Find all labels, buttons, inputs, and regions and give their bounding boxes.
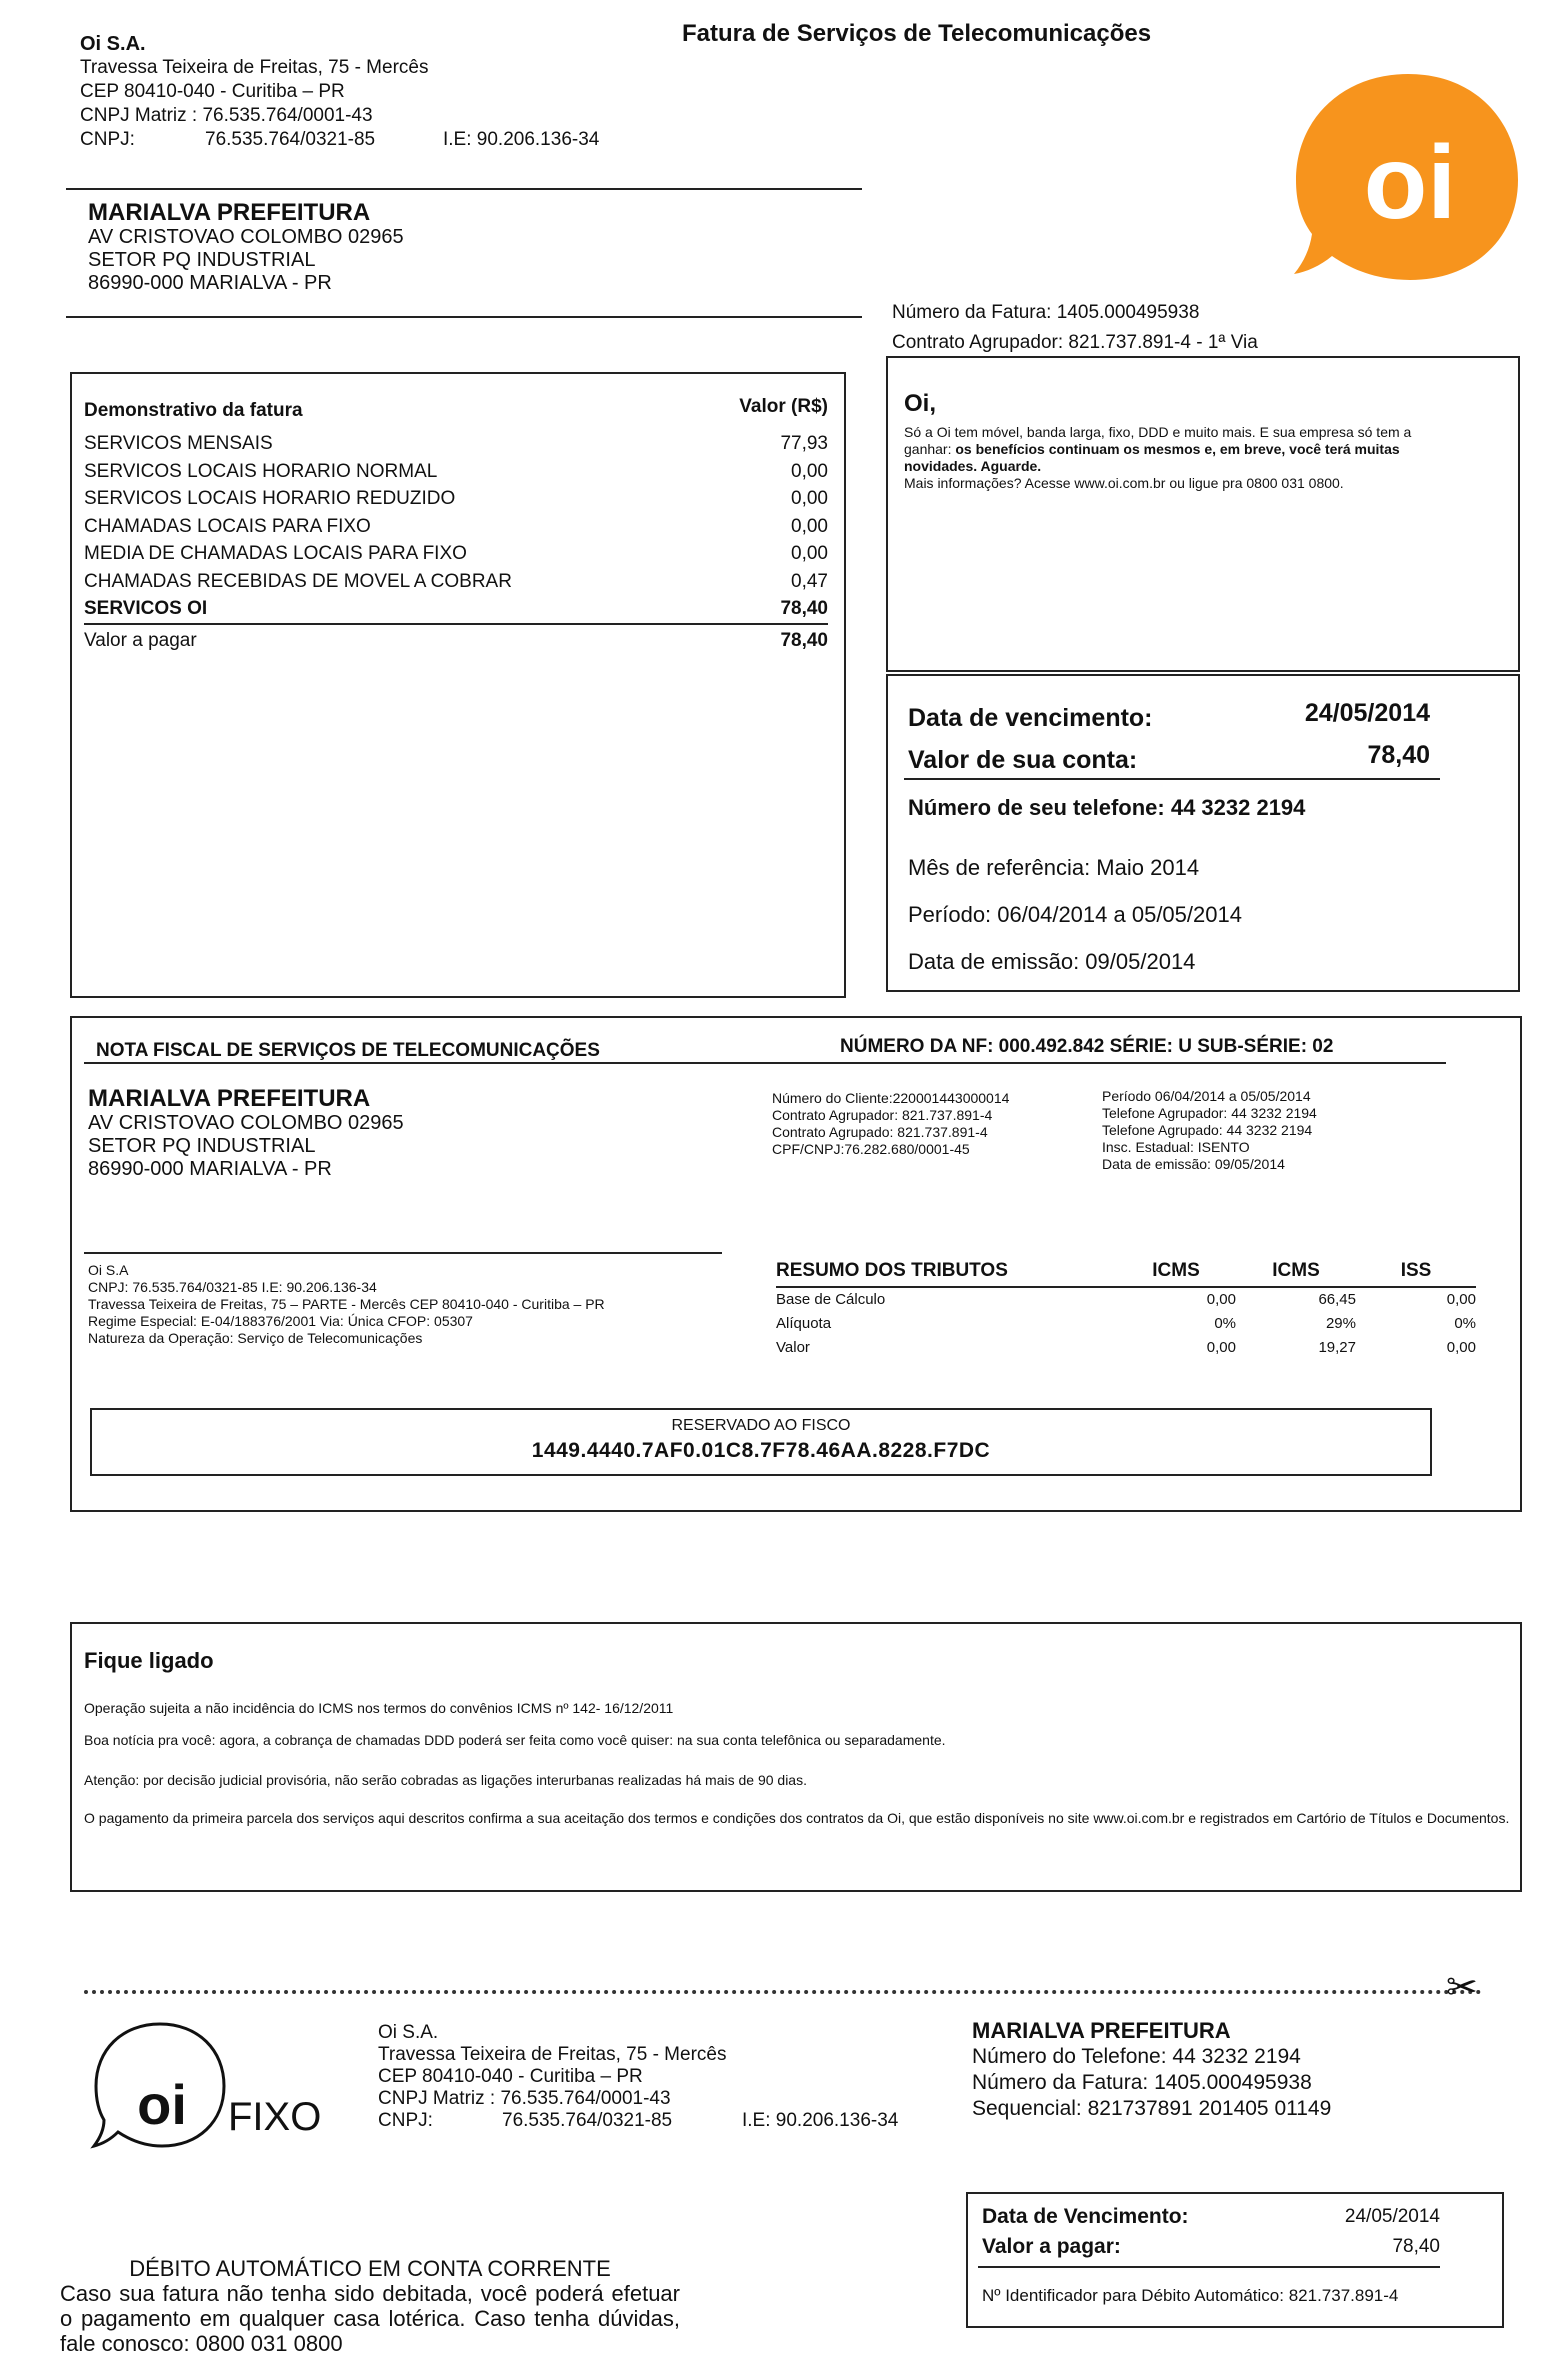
- statement-row-label: CHAMADAS RECEBIDAS DE MOVEL A COBRAR: [84, 570, 512, 592]
- statement-row-label: SERVICOS MENSAIS: [84, 433, 273, 454]
- stub-due-date-value: 24/05/2014: [1344, 2206, 1440, 2227]
- message-title: Oi,: [904, 390, 937, 417]
- stub-issuer-info: [378, 2022, 898, 2132]
- customer-address-3: 86990-000 MARIALVA - PR: [88, 272, 332, 294]
- stub-due-labels: [982, 2202, 1189, 2262]
- billing-period: Período: 06/04/2014 a 05/05/2014: [908, 902, 1242, 927]
- notice-paragraph: Atenção: por decisão judicial provisória, não serão cobradas as ligações interurbanas realizadas há mais de 90 dias.: [84, 1772, 807, 1788]
- statement-row-value: 0,00: [791, 515, 828, 537]
- statement-row-label: CHAMADAS LOCAIS PARA FIXO: [84, 515, 371, 537]
- due-date-value: 24/05/2014: [1304, 699, 1430, 727]
- nf-customer-name: MARIALVA PREFEITURA: [88, 1085, 371, 1112]
- issuer-ie: I.E: 90.206.136-34: [443, 129, 600, 150]
- divider: [84, 1062, 1446, 1064]
- statement-row-value: 0,47: [791, 570, 828, 592]
- statement-row: [84, 458, 828, 486]
- stub-customer-info: [972, 2018, 1331, 2122]
- stub-issuer-ie: I.E: 90.206.136-34: [742, 2110, 899, 2131]
- divider: [978, 2266, 1440, 2268]
- tax-header: [776, 1256, 1476, 1288]
- issuer-cnpj-matriz: CNPJ Matriz : 76.535.764/0001-43: [80, 105, 373, 126]
- issuer-cnpj-label: CNPJ:: [80, 129, 135, 150]
- debit-title: DÉBITO AUTOMÁTICO EM CONTA CORRENTE: [129, 2256, 611, 2281]
- statement-row-label: SERVICOS LOCAIS HORARIO NORMAL: [84, 460, 438, 482]
- stub-issuer-cep: CEP 80410-040 - Curitiba – PR: [378, 2066, 643, 2087]
- statement-row-value: 0,00: [791, 488, 828, 509]
- scissors-icon: ✂: [1446, 1967, 1478, 2009]
- statement-row: [84, 485, 828, 513]
- stub-sequence: Sequencial: 821737891 201405 01149: [972, 2097, 1332, 2120]
- divider: [66, 188, 862, 190]
- tax-col-header: ICMS: [1272, 1260, 1320, 1281]
- customer-address-2: SETOR PQ INDUSTRIAL: [88, 249, 316, 271]
- stub-issuer-address: Travessa Teixeira de Freitas, 75 - Mercês: [378, 2044, 727, 2065]
- tax-cell: 29%: [1325, 1315, 1356, 1332]
- oi-logo-text: oi: [1363, 125, 1457, 241]
- state-registration: Insc. Estadual: ISENTO: [1102, 1139, 1250, 1155]
- tax-row-label: Valor: [776, 1339, 810, 1356]
- nf-issuer-nature: Natureza da Operação: Serviço de Telecomunicações: [88, 1330, 423, 1346]
- stub-due-values: [1240, 2202, 1440, 2262]
- divider: [84, 1252, 722, 1254]
- reference-month: Mês de referência: Maio 2014: [908, 855, 1200, 880]
- tax-cell: 0%: [1214, 1315, 1236, 1332]
- nf-issuer-cnpj: CNPJ: 76.535.764/0321-85 I.E: 90.206.136-34: [88, 1279, 377, 1295]
- statement-total-label: SERVICOS OI: [84, 598, 208, 619]
- tax-col-header: ICMS: [1152, 1260, 1200, 1281]
- nota-fiscal-title: NOTA FISCAL DE SERVIÇOS DE TELECOMUNICAÇÕES: [96, 1040, 600, 1061]
- stub-issuer-cnpj-value: 76.535.764/0321-85: [502, 2110, 673, 2131]
- debit-text: Caso sua fatura não tenha sido debitada, você poderá efetuar o pagamento em qualquer casa lotérica. Caso tenha dúvidas, fale conosco: 0800 031 0800: [60, 2281, 680, 2356]
- statement-total-value: 78,40: [780, 598, 828, 619]
- fisco-label: RESERVADO AO FISCO: [671, 1417, 851, 1434]
- tax-summary: [776, 1256, 1476, 1360]
- document-title: Fatura de Serviços de Telecomunicações: [682, 20, 1152, 47]
- message-body: [904, 424, 1444, 492]
- notices-box: [70, 1622, 1522, 1892]
- issuer-cep: CEP 80410-040 - Curitiba – PR: [80, 81, 345, 102]
- nf-issuer-info: [88, 1262, 605, 1347]
- cpf-cnpj: CPF/CNPJ:76.282.680/0001-45: [772, 1141, 970, 1157]
- amount-label: Valor de sua conta:: [908, 746, 1138, 774]
- tax-title: RESUMO DOS TRIBUTOS: [776, 1260, 1008, 1281]
- divider: [904, 778, 1440, 780]
- message-more-info: Mais informações? Acesse www.oi.com.br ou ligue pra 0800 031 0800.: [904, 475, 1344, 491]
- oi-fixo-logo: [90, 2018, 330, 2170]
- phone-agrupador: Telefone Agrupador: 44 3232 2194: [1102, 1105, 1317, 1121]
- stub-due-date-label: Data de Vencimento:: [982, 2205, 1189, 2228]
- message-text: Só a Oi tem móvel, banda larga, fixo, DDD e muito mais. E sua empresa só tem a ganhar:: [904, 424, 1412, 457]
- tax-cell: 0,00: [1446, 1291, 1476, 1308]
- oi-fixo-product: FIXO: [228, 2095, 322, 2139]
- statement-row-label: MEDIA DE CHAMADAS LOCAIS PARA FIXO: [84, 543, 467, 564]
- statement-row-value: 0,00: [791, 460, 828, 482]
- tax-cell: 0,00: [1206, 1339, 1236, 1356]
- nf-period: Período 06/04/2014 a 05/05/2014: [1102, 1088, 1311, 1104]
- invoice-info: [892, 298, 1258, 358]
- tax-col-header: ISS: [1400, 1260, 1432, 1281]
- statement-items: [84, 430, 828, 654]
- stub-issuer-cnpj-row: [378, 2110, 898, 2132]
- oi-fixo-logo-text: oi: [137, 2073, 187, 2136]
- nf-customer-address-2: SETOR PQ INDUSTRIAL: [88, 1135, 316, 1157]
- cut-line: [84, 1990, 1482, 1994]
- statement-total-row: [84, 595, 828, 625]
- nf-period-info: [1102, 1088, 1317, 1173]
- tax-row-label: Alíquota: [776, 1315, 832, 1332]
- amount-value: 78,40: [1367, 741, 1430, 769]
- billing-info: [908, 844, 1242, 985]
- contract-agrupador: Contrato Agrupador: 821.737.891-4: [772, 1107, 993, 1123]
- fisco-code: 1449.4440.7AF0.01C8.7F78.46AA.8228.F7DC: [531, 1439, 991, 1462]
- stub-pay-value: 78,40: [1392, 2236, 1440, 2257]
- tax-cell: 66,45: [1318, 1291, 1356, 1308]
- notices-title: Fique ligado: [84, 1648, 214, 1673]
- tax-cell: 0%: [1454, 1315, 1476, 1332]
- tax-cell: 0,00: [1206, 1291, 1236, 1308]
- issuer-name: Oi S.A.: [80, 33, 146, 55]
- nf-customer-address-3: 86990-000 MARIALVA - PR: [88, 1158, 332, 1180]
- stub-issuer-name: Oi S.A.: [378, 2022, 439, 2043]
- stub-customer-name: MARIALVA PREFEITURA: [972, 2018, 1231, 2043]
- tax-row-label: Base de Cálculo: [776, 1291, 886, 1308]
- issuer-address: Travessa Teixeira de Freitas, 75 - Mercês: [80, 57, 429, 78]
- debit-info: [60, 2256, 680, 2356]
- phone-agrupado: Telefone Agrupado: 44 3232 2194: [1102, 1122, 1313, 1138]
- issuer-cnpj-row: [80, 128, 599, 152]
- statement-row-value: 77,93: [780, 433, 828, 454]
- stub-pay-label: Valor a pagar:: [982, 2235, 1121, 2258]
- due-date-label: Data de vencimento:: [908, 704, 1153, 732]
- nf-issue-date: Data de emissão: 09/05/2014: [1102, 1156, 1285, 1172]
- nf-customer-address-1: AV CRISTOVAO COLOMBO 02965: [88, 1112, 404, 1134]
- contract-agrupado: Contrato Agrupado: 821.737.891-4: [772, 1124, 988, 1140]
- statement-row: [84, 540, 828, 568]
- due-values: [1230, 692, 1430, 776]
- stub-invoice-number: Número da Fatura: 1405.000495938: [972, 2071, 1312, 2094]
- stub-phone: Número do Telefone: 44 3232 2194: [972, 2045, 1301, 2068]
- client-number: Número do Cliente:220001443000014: [772, 1090, 1010, 1106]
- divider: [66, 316, 862, 318]
- issue-date: Data de emissão: 09/05/2014: [908, 949, 1196, 974]
- stub-issuer-cnpj-matriz: CNPJ Matriz : 76.535.764/0001-43: [378, 2088, 671, 2109]
- stub-issuer-cnpj-label: CNPJ:: [378, 2110, 433, 2131]
- customer-name: MARIALVA PREFEITURA: [88, 199, 371, 226]
- nf-issuer-name: Oi S.A: [88, 1262, 129, 1278]
- customer-address-1: AV CRISTOVAO COLOMBO 02965: [88, 226, 404, 248]
- statement-pay-label: Valor a pagar: [84, 629, 197, 651]
- notice-paragraph: O pagamento da primeira parcela dos serviços aqui descritos confirma a sua aceitação dos termos e condições dos contratos da Oi, que estão disponíveis no site www.oi.com.br e registrados em Cartório de Títulos e Documentos.: [84, 1810, 1510, 1826]
- statement-title: Demonstrativo da fatura: [84, 400, 303, 421]
- tax-row: [776, 1312, 1476, 1336]
- nf-client-info: [772, 1090, 1009, 1158]
- contract-number: Contrato Agrupador: 821.737.891-4 - 1ª Via: [892, 332, 1258, 353]
- statement-row: [84, 430, 828, 458]
- statement-pay-row: [84, 627, 828, 655]
- statement-row-label: SERVICOS LOCAIS HORARIO REDUZIDO: [84, 488, 456, 509]
- message-box: [886, 356, 1520, 672]
- statement-row: [84, 568, 828, 596]
- phone-number: Número de seu telefone: 44 3232 2194: [908, 795, 1306, 820]
- nf-customer-address: [88, 1086, 404, 1181]
- nf-issuer-address: Travessa Teixeira de Freitas, 75 – PARTE - Mercês CEP 80410-040 - Curitiba – PR: [88, 1296, 605, 1312]
- tax-cell: 19,27: [1318, 1339, 1356, 1356]
- due-labels: [908, 697, 1153, 781]
- debit-identifier: Nº Identificador para Débito Automático: 821.737.891-4: [982, 2286, 1399, 2305]
- nota-fiscal-number: NÚMERO DA NF: 000.492.842 SÉRIE: U SUB-SÉRIE: 02: [840, 1036, 1334, 1057]
- invoice-number: Número da Fatura: 1405.000495938: [892, 302, 1200, 323]
- statement-value-header: Valor (R$): [739, 396, 828, 417]
- statement-row: [84, 513, 828, 541]
- message-highlight: os benefícios continuam os mesmos e, em breve, você terá muitas novidades. Aguarde.: [904, 441, 1400, 474]
- customer-address: [88, 200, 404, 295]
- oi-logo: [1290, 68, 1522, 286]
- notice-paragraph: Operação sujeita a não incidência do ICMS nos termos do convênios ICMS nº 142- 16/12/2011: [84, 1700, 674, 1716]
- statement-pay-value: 78,40: [780, 629, 828, 651]
- notice-paragraph: Boa notícia pra você: agora, a cobrança de chamadas DDD poderá ser feita como você quiser: na sua conta telefônica ou separadamente.: [84, 1732, 946, 1748]
- tax-cell: 0,00: [1446, 1339, 1476, 1356]
- tax-row: [776, 1336, 1476, 1360]
- issuer-info: [80, 32, 599, 152]
- nf-issuer-regime: Regime Especial: E-04/188376/2001 Via: Única CFOP: 05307: [88, 1313, 473, 1329]
- issuer-cnpj-value: 76.535.764/0321-85: [205, 129, 376, 150]
- statement-row-value: 0,00: [791, 543, 828, 564]
- tax-row: [776, 1288, 1476, 1312]
